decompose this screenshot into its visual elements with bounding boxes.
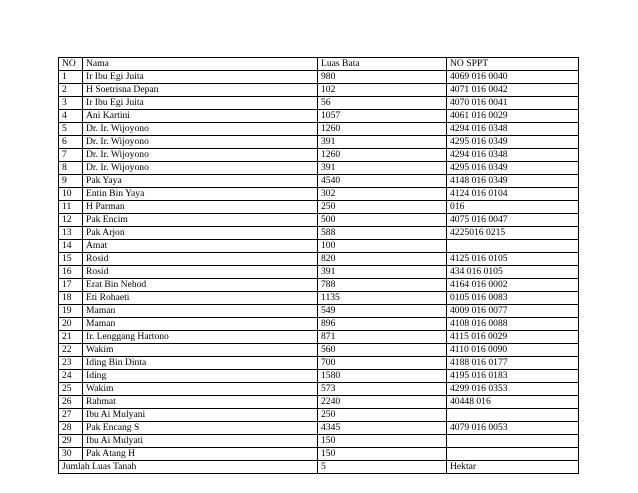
cell-luas-bata: 1260 <box>318 149 447 162</box>
header-luas-bata: Luas Bata <box>318 58 447 71</box>
cell-nama: Dr. Ir. Wijoyono <box>83 162 318 175</box>
table-row <box>59 357 579 370</box>
header-no-sppt: NO SPPT <box>447 58 579 71</box>
cell-no-sppt: 016 <box>447 201 579 214</box>
cell-no-sppt: 4071 016 0042 <box>447 84 579 97</box>
cell-no-sppt: 4075 016 0047 <box>447 214 579 227</box>
cell-luas-bata: 391 <box>318 162 447 175</box>
cell-luas-bata: 871 <box>318 331 447 344</box>
cell-no: 19 <box>59 305 83 318</box>
cell-no: 15 <box>59 253 83 266</box>
cell-luas-bata: 788 <box>318 279 447 292</box>
cell-luas-bata: 1057 <box>318 110 447 123</box>
cell-luas-bata: 1260 <box>318 123 447 136</box>
cell-nama: Ibu Ai Mulyani <box>83 409 318 422</box>
table-row <box>59 396 579 409</box>
cell-luas-bata: 250 <box>318 409 447 422</box>
table-row <box>59 136 579 149</box>
cell-luas-bata: 560 <box>318 344 447 357</box>
cell-luas-bata: 4540 <box>318 175 447 188</box>
cell-no: 8 <box>59 162 83 175</box>
cell-no: 20 <box>59 318 83 331</box>
cell-no-sppt: 4125 016 0105 <box>447 253 579 266</box>
cell-luas-bata: 150 <box>318 448 447 461</box>
cell-no-sppt: 4115 016 0029 <box>447 331 579 344</box>
cell-no-sppt <box>447 448 579 461</box>
table-row <box>59 448 579 461</box>
table-row <box>59 188 579 201</box>
table-row <box>59 344 579 357</box>
cell-nama: Ir Ibu Egi Juita <box>83 71 318 84</box>
cell-no: 23 <box>59 357 83 370</box>
cell-no: 6 <box>59 136 83 149</box>
cell-luas-bata: 150 <box>318 435 447 448</box>
cell-no-sppt: 4124 016 0104 <box>447 188 579 201</box>
cell-no: 24 <box>59 370 83 383</box>
cell-no-sppt <box>447 240 579 253</box>
cell-nama: Iding <box>83 370 318 383</box>
cell-nama: Dr. Ir. Wijoyono <box>83 123 318 136</box>
cell-no-sppt: 40448 016 <box>447 396 579 409</box>
cell-no-sppt: 4069 016 0040 <box>447 71 579 84</box>
cell-no: 1 <box>59 71 83 84</box>
cell-nama: Dr. Ir. Wijoyono <box>83 149 318 162</box>
table-row <box>59 370 579 383</box>
cell-luas-bata: 1580 <box>318 370 447 383</box>
cell-nama: Iding Bin Dinta <box>83 357 318 370</box>
cell-luas-bata: 100 <box>318 240 447 253</box>
cell-no-sppt: 4294 016 0348 <box>447 123 579 136</box>
table-row <box>59 383 579 396</box>
cell-nama: Ibu Ai Mulyati <box>83 435 318 448</box>
cell-no: 12 <box>59 214 83 227</box>
cell-no-sppt: 4070 016 0041 <box>447 97 579 110</box>
cell-no: 13 <box>59 227 83 240</box>
cell-no-sppt: 4299 016 0353 <box>447 383 579 396</box>
table-row <box>59 240 579 253</box>
cell-luas-bata: 980 <box>318 71 447 84</box>
table-row <box>59 123 579 136</box>
cell-nama: Wakim <box>83 383 318 396</box>
cell-no: 26 <box>59 396 83 409</box>
cell-luas-bata: 573 <box>318 383 447 396</box>
cell-nama: Dr. Ir. Wijoyono <box>83 136 318 149</box>
cell-nama: Rosid <box>83 253 318 266</box>
cell-nama: Pak Yaya <box>83 175 318 188</box>
cell-nama: Maman <box>83 305 318 318</box>
cell-nama: Ir Ibu Egi Juita <box>83 97 318 110</box>
header-no: NO <box>59 58 83 71</box>
table-row <box>59 318 579 331</box>
cell-no: 11 <box>59 201 83 214</box>
cell-no-sppt: 4195 016 0183 <box>447 370 579 383</box>
cell-no: 10 <box>59 188 83 201</box>
cell-no: 5 <box>59 123 83 136</box>
table-row <box>59 435 579 448</box>
cell-nama: H Soetrisna Depan <box>83 84 318 97</box>
table-footer-row <box>59 461 579 474</box>
cell-no-sppt: 4164 016 0002 <box>447 279 579 292</box>
table-row <box>59 201 579 214</box>
cell-no: 30 <box>59 448 83 461</box>
cell-nama: Pak Arjon <box>83 227 318 240</box>
cell-no-sppt: 4294 016 0348 <box>447 149 579 162</box>
table-row <box>59 175 579 188</box>
cell-no-sppt: 4148 016 0349 <box>447 175 579 188</box>
cell-luas-bata: 391 <box>318 266 447 279</box>
cell-nama: Pak Encim <box>83 214 318 227</box>
cell-no-sppt: 434 016 0105 <box>447 266 579 279</box>
table-row <box>59 422 579 435</box>
cell-no-sppt: 4188 016 0177 <box>447 357 579 370</box>
cell-no: 16 <box>59 266 83 279</box>
cell-luas-bata: 56 <box>318 97 447 110</box>
table-row <box>59 292 579 305</box>
table-row <box>59 279 579 292</box>
table-row <box>59 227 579 240</box>
cell-luas-bata: 500 <box>318 214 447 227</box>
cell-nama: Pak Encang S <box>83 422 318 435</box>
cell-no-sppt: 4295 016 0349 <box>447 162 579 175</box>
table-row <box>59 71 579 84</box>
table-row <box>59 266 579 279</box>
table-row <box>59 162 579 175</box>
cell-no: 28 <box>59 422 83 435</box>
cell-luas-bata: 102 <box>318 84 447 97</box>
cell-luas-bata: 700 <box>318 357 447 370</box>
table-row <box>59 97 579 110</box>
cell-no-sppt <box>447 435 579 448</box>
cell-nama: Amat <box>83 240 318 253</box>
cell-no-sppt: 4110 016 0090 <box>447 344 579 357</box>
cell-luas-bata: 820 <box>318 253 447 266</box>
cell-no: 18 <box>59 292 83 305</box>
cell-nama: Ir. Lenggang Hartono <box>83 331 318 344</box>
cell-luas-bata: 391 <box>318 136 447 149</box>
cell-nama: Rahmat <box>83 396 318 409</box>
cell-nama: Pak Atang H <box>83 448 318 461</box>
cell-luas-bata: 896 <box>318 318 447 331</box>
cell-no: 17 <box>59 279 83 292</box>
cell-luas-bata: 549 <box>318 305 447 318</box>
table-row <box>59 84 579 97</box>
land-ownership-table <box>58 57 579 474</box>
cell-nama: Eti Rohaeti <box>83 292 318 305</box>
cell-no-sppt <box>447 409 579 422</box>
cell-no: 27 <box>59 409 83 422</box>
footer-label: Jumlah Luas Tanah <box>59 461 318 474</box>
header-nama: Nama <box>83 58 318 71</box>
table-row <box>59 253 579 266</box>
cell-no-sppt: 0105 016 0083 <box>447 292 579 305</box>
cell-no: 29 <box>59 435 83 448</box>
cell-no-sppt: 4295 016 0349 <box>447 136 579 149</box>
footer-unit: Hektar <box>447 461 579 474</box>
cell-luas-bata: 4345 <box>318 422 447 435</box>
cell-luas-bata: 2240 <box>318 396 447 409</box>
table-row <box>59 214 579 227</box>
cell-nama: Erat Bin Nehod <box>83 279 318 292</box>
cell-luas-bata: 1135 <box>318 292 447 305</box>
cell-luas-bata: 250 <box>318 201 447 214</box>
table-row <box>59 409 579 422</box>
cell-nama: Entin Bin Yaya <box>83 188 318 201</box>
cell-no: 25 <box>59 383 83 396</box>
cell-no: 4 <box>59 110 83 123</box>
cell-luas-bata: 302 <box>318 188 447 201</box>
cell-no: 14 <box>59 240 83 253</box>
cell-nama: Rosid <box>83 266 318 279</box>
cell-no: 3 <box>59 97 83 110</box>
table-body <box>59 71 579 461</box>
cell-nama: Wakim <box>83 344 318 357</box>
cell-no: 7 <box>59 149 83 162</box>
cell-no: 2 <box>59 84 83 97</box>
cell-luas-bata: 588 <box>318 227 447 240</box>
cell-nama: Maman <box>83 318 318 331</box>
table-header-row <box>59 58 579 71</box>
cell-nama: H Parman <box>83 201 318 214</box>
cell-no-sppt: 4009 016 0077 <box>447 305 579 318</box>
table-row <box>59 110 579 123</box>
cell-nama: Ani Kartini <box>83 110 318 123</box>
cell-no: 21 <box>59 331 83 344</box>
cell-no-sppt: 4079 016 0053 <box>447 422 579 435</box>
cell-no-sppt: 4061 016 0029 <box>447 110 579 123</box>
footer-total-value: 5 <box>318 461 447 474</box>
cell-no-sppt: 4225016 0215 <box>447 227 579 240</box>
cell-no: 22 <box>59 344 83 357</box>
cell-no: 9 <box>59 175 83 188</box>
table-row <box>59 149 579 162</box>
cell-no-sppt: 4108 016 0088 <box>447 318 579 331</box>
table-row <box>59 331 579 344</box>
table-row <box>59 305 579 318</box>
